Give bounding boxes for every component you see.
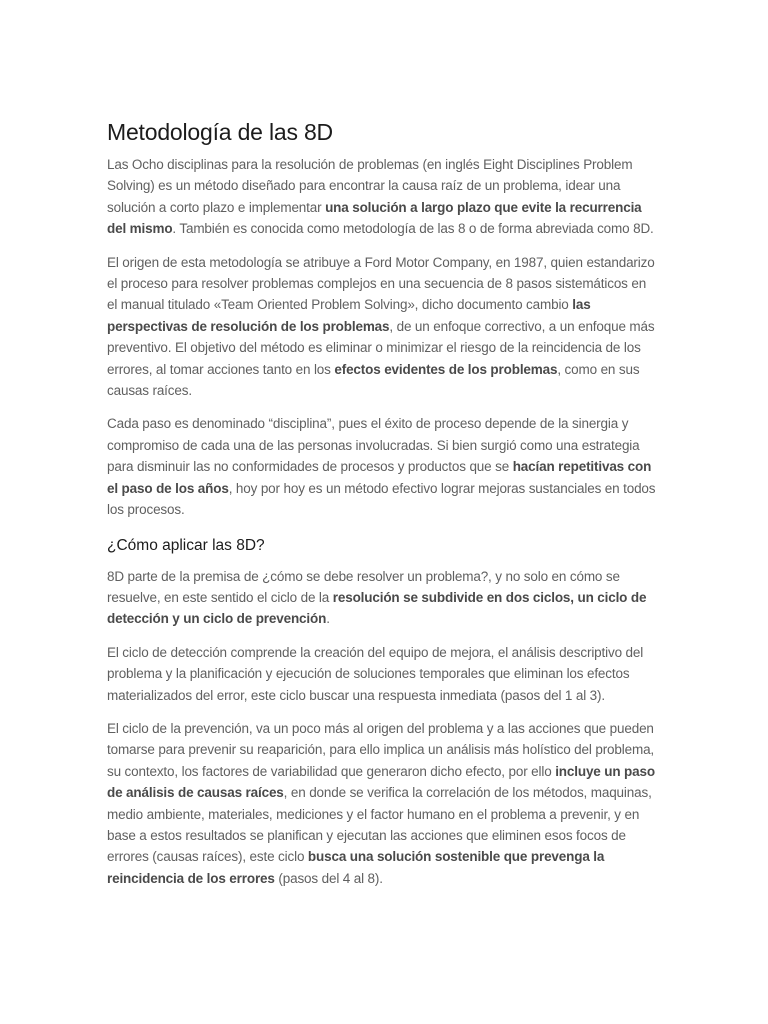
paragraph: El origen de esta metodología se atribuye a Ford Motor Company, en 1987, quien estandarizo el proceso para resolver problemas complejos en una secuencia de 8 pasos sistemáticos en el manual titulado «Team Oriented Problem Solving», dicho documento cambio las perspectivas de resolución de los problemas, de un enfoque correctivo, a un enfoque más preventivo. El objetivo del método es eliminar o minimizar el riesgo de la reincidencia de los errores, al tomar acciones tanto en los efectos evidentes de los problemas, como en sus causas raíces. bbox=[107, 254, 655, 399]
paragraph: Cada paso es denominado “disciplina”, pues el éxito de proceso depende de la sinergia y compromiso de cada una de las personas involucradas. Si bien surgió como una estrategia para disminuir las no conformidades de procesos y productos que se hacían repetitivas con el paso de los años, hoy por hoy es un método efectivo lograr mejoras sustanciales en todos los procesos. bbox=[107, 416, 656, 518]
bold-text: resolución se subdivide en dos ciclos, un ciclo de detección y un ciclo de prevención bbox=[107, 589, 647, 627]
bold-text: hacían repetitivas con el paso de los años bbox=[107, 459, 652, 496]
bold-text: una solución a largo plazo que evite la recurrencia del mismo bbox=[107, 199, 642, 237]
bold-text: las perspectivas de resolución de los problemas bbox=[107, 297, 591, 334]
section-heading: ¿Cómo aplicar las 8D? bbox=[107, 536, 265, 554]
intro-section bbox=[107, 154, 659, 521]
paragraph: Las Ocho disciplinas para la resolución de problemas (en inglés Eight Disciplines Problem Solving) es un método diseñado para encontrar la causa raíz de un problema, idear una solución a corto plazo e implementar una solución a largo plazo que evite la recurrencia del mismo. También es conocida como metodología de las 8 o de forma abreviada como 8D. bbox=[107, 157, 654, 237]
bold-text: busca una solución sostenible que prevenga la reincidencia de los errores bbox=[107, 849, 605, 886]
paragraph: El ciclo de la prevención, va un poco más al origen del problema y a las acciones que pueden tomarse para prevenir su reaparición, para ello implica un análisis más holístico del problema, su contexto, los factores de variabilidad que generaron dicho efecto, por ello incluye un paso de análisis de causas raíces, en donde se verifica la correlación de los métodos, maquinas, medio ambiente, materiales, mediciones y el factor humano en el problema a prevenir, y en base a estos resultados se planifican y ejecutan las acciones que eliminen esos focos de errores (causas raíces), este ciclo busca una solución sostenible que prevenga la reincidencia de los errores (pasos del 4 al 8). bbox=[107, 720, 655, 886]
article-title: Metodología de las 8D bbox=[107, 119, 333, 145]
paragraph: 8D parte de la premisa de ¿cómo se debe resolver un problema?, y no solo en cómo se resuelve, en este sentido el ciclo de la resolución se subdivide en dos ciclos, un ciclo de detección y un ciclo de prevención. bbox=[107, 568, 647, 627]
bold-text: efectos evidentes de los problemas bbox=[334, 361, 558, 377]
how-to-section bbox=[107, 566, 659, 890]
article bbox=[107, 118, 659, 901]
paragraph: El ciclo de detección comprende la creación del equipo de mejora, el análisis descriptivo del problema y la planificación y ejecución de soluciones temporales que eliminan los efectos materializados del error, este ciclo buscar una respuesta inmediata (pasos del 1 al 3). bbox=[107, 644, 644, 703]
bold-text: incluye un paso de análisis de causas raíces bbox=[107, 763, 655, 801]
